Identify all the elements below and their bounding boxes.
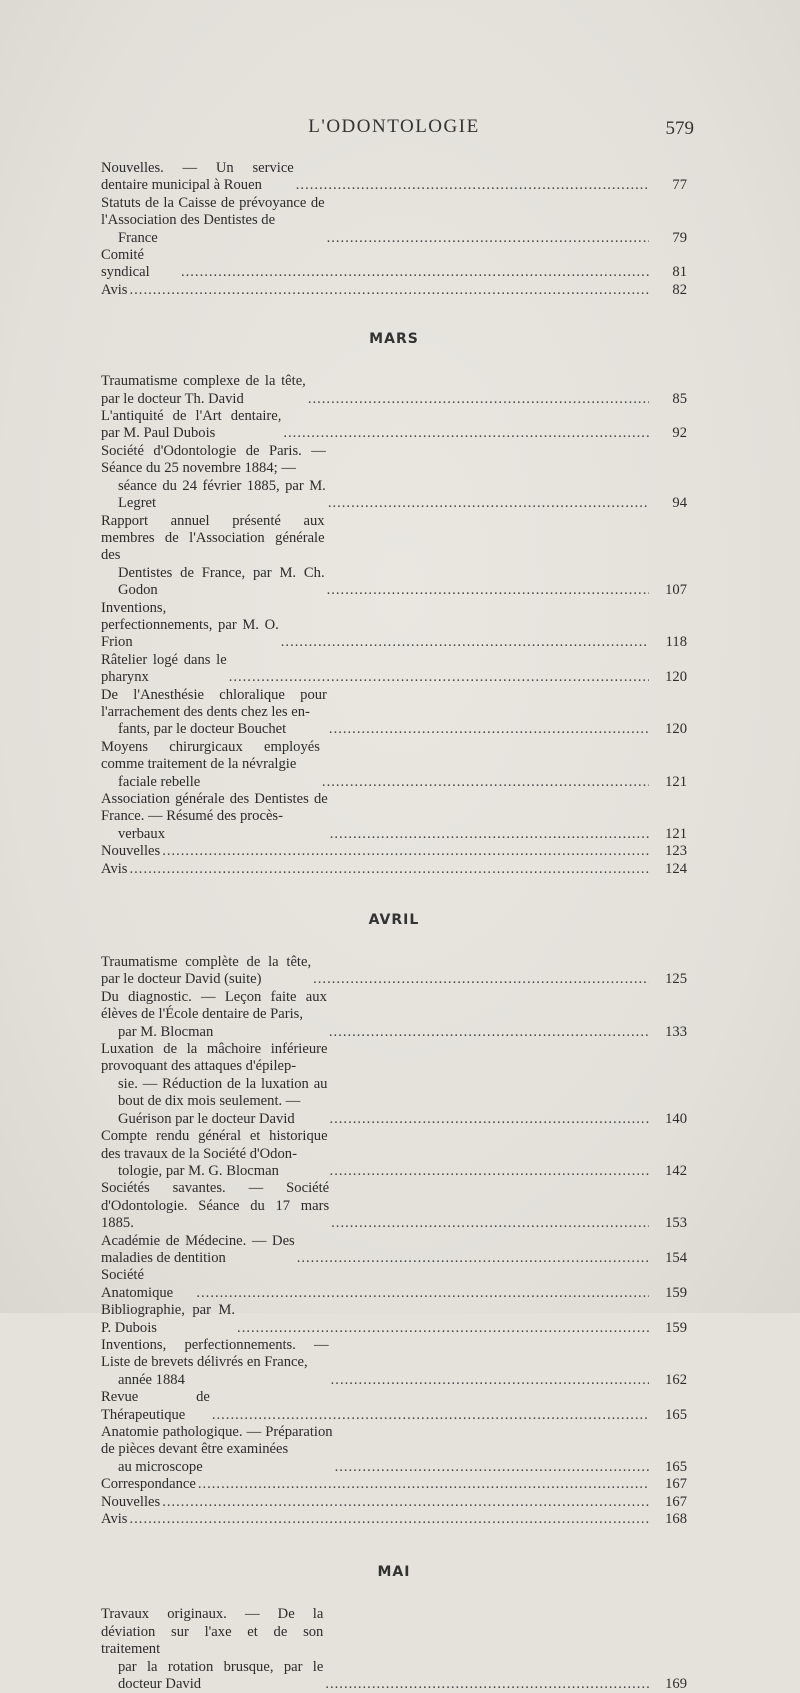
toc-page-ref: 125 [665, 971, 687, 988]
page-number: 579 [665, 118, 694, 139]
toc-entry [101, 1494, 687, 1511]
toc-entry [101, 443, 687, 513]
toc-entry [101, 1424, 687, 1476]
toc-entry [101, 739, 687, 791]
toc-page-ref: 167 [665, 1493, 687, 1510]
dot-leader [330, 826, 649, 843]
toc-entry [101, 1041, 687, 1128]
month-heading: MAI [377, 1564, 411, 1581]
toc-page-ref: 165 [665, 1406, 687, 1423]
toc-entry-title [101, 954, 311, 989]
toc-entry [101, 843, 687, 860]
toc-entry-title [101, 195, 325, 247]
toc-entry-line: tologie, par M. G. Blocman [118, 1162, 279, 1179]
toc-entry-line: Société Anatomique [101, 1267, 174, 1301]
running-title: L'ODONTOLOGIE [308, 116, 480, 137]
toc-entry-line: Travaux originaux. — De la déviation sur l'axe et de son traitement [101, 1606, 324, 1658]
toc-entry-title [101, 739, 320, 791]
toc-entry-title [101, 652, 227, 687]
toc-entry [101, 1302, 687, 1337]
toc-page-ref: 168 [665, 1511, 687, 1528]
toc-entry-line: verbaux [118, 825, 166, 842]
toc-entry-line: Du diagnostic. — Leçon faite aux élèves de l'École dentaire de Paris, [101, 988, 327, 1023]
toc-entry [101, 989, 687, 1041]
toc-entry-title [101, 791, 328, 843]
dot-leader [198, 1476, 649, 1493]
toc-entry [101, 282, 687, 299]
dot-leader [327, 582, 649, 599]
toc-entry [101, 1337, 687, 1389]
toc-entry-title [101, 1041, 327, 1128]
toc-entry [101, 373, 687, 408]
dot-leader [237, 1320, 649, 1337]
toc-entry-title [101, 247, 179, 282]
dot-leader [130, 861, 650, 878]
page-header [100, 116, 694, 142]
dot-leader [196, 1285, 649, 1302]
toc-page-ref: 92 [672, 425, 687, 442]
dot-leader [162, 1494, 649, 1511]
toc-page-ref: 154 [665, 1249, 687, 1266]
toc-page-ref: 140 [665, 1110, 687, 1127]
toc-entry-line: Avis [101, 1511, 128, 1528]
toc-entry-line: séance du 24 février 1885, par M. Legret [118, 477, 326, 512]
toc-page-ref: 153 [665, 1215, 687, 1232]
toc-entry-line: Correspondance [101, 1476, 196, 1493]
toc-entry-title [101, 1180, 329, 1232]
table-of-contents [101, 160, 687, 1693]
toc-entry [101, 1606, 687, 1693]
dot-leader [328, 495, 649, 512]
toc-page-ref: 133 [665, 1023, 687, 1040]
dot-leader [130, 282, 650, 299]
toc-entry [101, 408, 687, 443]
dot-leader [325, 1676, 649, 1693]
toc-page-ref: 79 [672, 229, 687, 246]
toc-entry-title [101, 1267, 194, 1302]
dot-leader [212, 1407, 649, 1424]
dot-leader [181, 264, 649, 281]
toc-entry-line: Académie de Médecine. — Des maladies de dentition [101, 1232, 295, 1266]
toc-entry [101, 1180, 687, 1232]
toc-page-ref: 81 [672, 264, 687, 281]
toc-entry-line: faciale rebelle [118, 773, 201, 790]
toc-entry-title [101, 861, 128, 878]
dot-leader [296, 177, 649, 194]
toc-entry [101, 652, 687, 687]
toc-entry-title [101, 1302, 235, 1337]
toc-entry-line: Avis [101, 860, 128, 877]
dot-leader [229, 669, 649, 686]
toc-entry-title [101, 1606, 323, 1693]
toc-page-ref: 169 [665, 1676, 687, 1693]
month-heading: AVRIL [368, 912, 420, 929]
dot-leader [329, 1024, 649, 1041]
toc-entry [101, 687, 687, 739]
toc-entry-title [101, 989, 327, 1041]
toc-page-ref: 120 [665, 669, 687, 686]
toc-entry-title [101, 282, 128, 299]
toc-page-ref: 107 [665, 582, 687, 599]
toc-entry-line: Guérison par le docteur David [118, 1110, 295, 1127]
toc-page-ref: 121 [665, 773, 687, 790]
toc-entry-line: fants, par le docteur Bouchet [118, 721, 287, 738]
dot-leader [335, 1459, 649, 1476]
dot-leader [130, 1511, 650, 1528]
dot-leader [297, 1250, 649, 1267]
toc-entry-title [101, 1389, 210, 1424]
month-heading: MARS [369, 331, 419, 348]
dot-leader [331, 1215, 649, 1232]
dot-leader [331, 1372, 649, 1389]
toc-entry [101, 247, 687, 282]
toc-page-ref: 94 [672, 495, 687, 512]
toc-page-ref: 85 [672, 390, 687, 407]
toc-entry-line: Luxation de la mâchoire inférieure provoquant des attaques d'épilep- [101, 1041, 328, 1075]
toc-entry [101, 1128, 687, 1180]
toc-entry-line: Râtelier logé dans le pharynx [101, 651, 227, 686]
toc-entry [101, 600, 687, 652]
toc-entry-line: Rapport annuel présenté aux membres de l'Association générale des [101, 512, 325, 564]
toc-entry-line: De l'Anesthésie chloralique pour l'arrachement des dents chez les en- [101, 686, 327, 720]
toc-entry-title [101, 1494, 160, 1511]
toc-entry-line: Compte rendu général et historique des travaux de la Société d'Odon- [101, 1128, 328, 1162]
toc-entry [101, 513, 687, 600]
toc-entry-title [101, 1476, 196, 1493]
toc-entry-line: Traumatisme complexe de la tête, par le docteur Th. David [101, 373, 306, 407]
toc-entry-line: sie. — Réduction de la luxation au bout de dix mois seulement. — [118, 1075, 328, 1110]
toc-page-ref: 165 [665, 1458, 687, 1475]
toc-entry-line: Traumatisme complète de la tête, par le docteur David (suite) [101, 954, 312, 988]
dot-leader [322, 774, 649, 791]
toc-entry [101, 954, 687, 989]
toc-entry-title [101, 160, 294, 195]
toc-entry-title [101, 443, 326, 513]
toc-entry-line: Anatomie pathologique. — Préparation de pièces devant être examinées [101, 1424, 333, 1458]
toc-entry-line: par M. Blocman [118, 1023, 214, 1040]
toc-entry [101, 1267, 687, 1302]
toc-entry-title [101, 843, 160, 860]
toc-page-ref: 167 [665, 1476, 687, 1493]
toc-entry-title [101, 1337, 329, 1389]
toc-entry-title [101, 1128, 328, 1180]
toc-entry-line: Comité syndical [101, 247, 150, 281]
toc-entry [101, 1389, 687, 1424]
toc-entry [101, 1476, 687, 1493]
toc-entry-line: Nouvelles. — Un service dentaire municipal à Rouen [101, 160, 294, 194]
toc-entry-line: année 1884 [118, 1371, 185, 1388]
toc-page-ref: 123 [665, 843, 687, 860]
toc-entry [101, 160, 687, 195]
toc-entry [101, 791, 687, 843]
toc-entry-title [101, 513, 325, 600]
dot-leader [281, 634, 649, 651]
toc-entry-line: Sociétés savantes. — Société d'Odontologie. Séance du 17 mars 1885. [101, 1180, 330, 1232]
dot-leader [329, 1111, 649, 1128]
toc-entry-line: Association générale des Dentistes de France. — Résumé des procès- [101, 791, 328, 825]
toc-page-ref: 159 [665, 1319, 687, 1336]
toc-entry-title [101, 1511, 128, 1528]
toc-entry-line: par la rotation brusque, par le docteur David [118, 1658, 324, 1693]
dot-leader [330, 1163, 649, 1180]
dot-leader [327, 230, 649, 247]
toc-entry-line: Avis [101, 281, 128, 298]
toc-entry-line: Moyens chirurgicaux employés comme traitement de la névralgie [101, 738, 320, 773]
toc-entry-title [101, 408, 281, 443]
toc-entry-line: au microscope [118, 1458, 203, 1475]
toc-page-ref: 82 [672, 281, 687, 298]
dot-leader [329, 721, 649, 738]
toc-page-ref: 124 [665, 860, 687, 877]
toc-entry-line: Inventions, perfectionnements, par M. O. Frion [101, 599, 279, 651]
toc-entry-line: L'antiquité de l'Art dentaire, par M. Paul Dubois [101, 408, 282, 442]
toc-entry [101, 1233, 687, 1268]
toc-page-ref: 118 [665, 634, 687, 651]
toc-page-ref: 77 [672, 177, 687, 194]
toc-entry-title [101, 1424, 333, 1476]
toc-entry-line: Nouvelles [101, 843, 161, 860]
toc-entry-line: Inventions, perfectionnements. — Liste de brevets délivrés en France, [101, 1336, 329, 1371]
toc-page-ref: 159 [665, 1284, 687, 1301]
toc-entry-title [101, 687, 327, 739]
toc-entry-line: France [118, 229, 158, 246]
dot-leader [308, 391, 649, 408]
toc-page-ref: 142 [665, 1162, 687, 1179]
toc-entry-line: Bibliographie, par M. P. Dubois [101, 1302, 236, 1336]
toc-entry-line: Dentistes de France, par M. Ch. Godon [118, 564, 325, 599]
toc-page-ref: 162 [665, 1371, 687, 1388]
toc-entry-title [101, 600, 279, 652]
toc-entry-line: Société d'Odontologie de Paris. — Séance du 25 novembre 1884; — [101, 442, 326, 477]
toc-entry-line: Nouvelles [101, 1493, 161, 1510]
toc-page-ref: 121 [665, 825, 687, 842]
dot-leader [283, 425, 649, 442]
toc-entry [101, 861, 687, 878]
toc-entry [101, 195, 687, 247]
toc-entry-line: Revue de Thérapeutique [101, 1389, 210, 1423]
toc-entry-title [101, 373, 306, 408]
dot-leader [313, 971, 649, 988]
toc-entry [101, 1511, 687, 1528]
dot-leader [162, 843, 649, 860]
toc-page-ref: 120 [665, 721, 687, 738]
toc-entry-title [101, 1233, 295, 1268]
toc-entry-line: Statuts de la Caisse de prévoyance de l'Association des Dentistes de [101, 194, 325, 229]
